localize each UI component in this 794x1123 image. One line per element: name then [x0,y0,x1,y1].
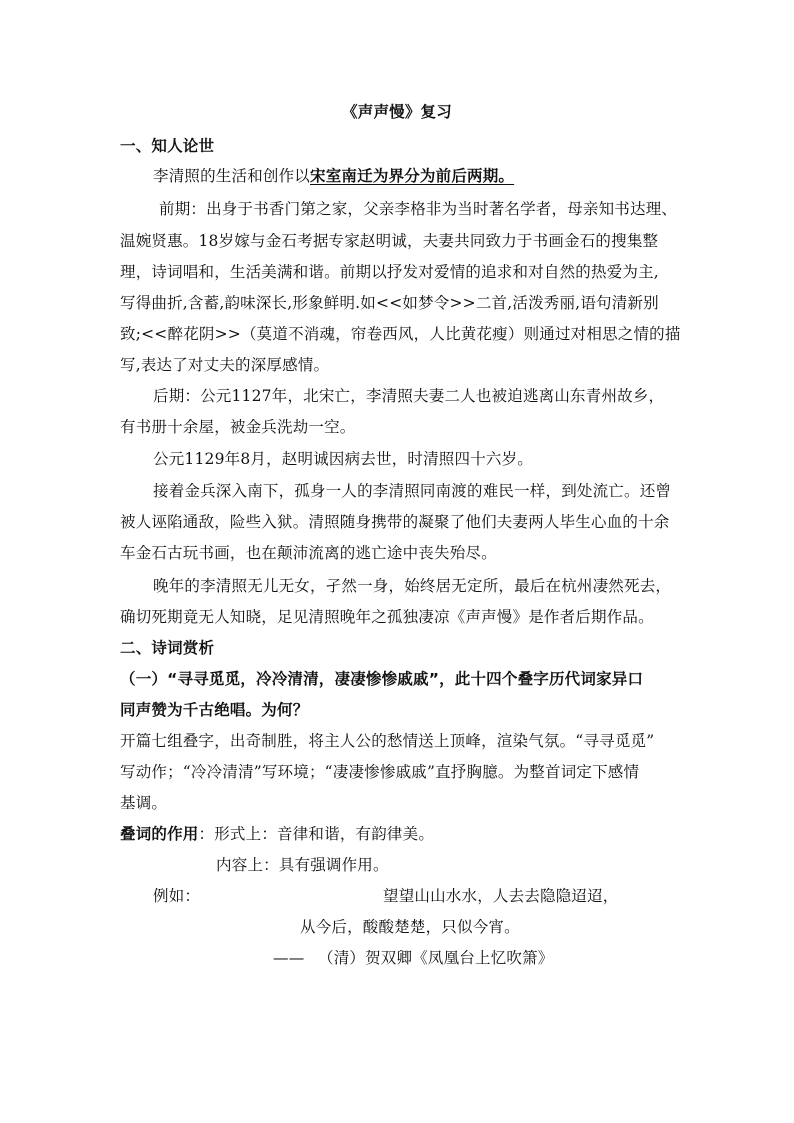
question-line-2: 同声赞为千古绝唱。为何？ [120,701,309,719]
intro-prefix: 李清照的生活和创作以 [153,167,311,185]
effect-form: ：形式上：音律和谐，有韵律美。 [198,825,435,843]
early-line-4: 写得曲折,含蓄,韵味深长,形象鲜明.如<<如梦令>>二首,活泼秀丽,语句清新别 [120,294,659,312]
jin-line-1: 接着金兵深入南下，孤身一人的李清照同南渡的难民一样，到处流亡。还曾 [153,482,672,500]
line-1129: 公元1129年8月，赵明诚因病去世，时清照四十六岁。 [153,450,534,468]
effect-form-line [120,824,434,844]
jin-line-2: 被人诬陷通敌，险些入狱。清照随身携带的凝聚了他们夫妻两人毕生心血的十余 [120,513,670,531]
early-line-1: 前期：出身于书香门第之家，父亲李格非为当时著名学者，母亲知书达理、 [159,200,678,218]
question-line-1: （一）“寻寻觅觅，冷冷清清，凄凄惨惨戚戚”，此十四个叠字历代词家异口 [120,670,644,688]
early-line-3: 理，诗词唱和，生活美满和谐。前期以抒发对爱情的追求和对自然的热爱为主, [120,263,659,281]
page-title: 《声声慢》复习 [342,103,452,121]
late-line-2: 有书册十余屋，被金兵洗劫一空。 [120,418,356,436]
example-line-2: 从今后，酸酸楚楚，只似今宵。 [300,918,520,936]
section1-heading: 一、知人论世 [120,137,215,155]
intro-emphasis: 宋室南迁为界分为前后两期。 [310,167,515,185]
early-line-5: 致;<<醉花阴>>（莫道不消魂，帘卷西风，人比黄花瘦）则通过对相思之情的描 [120,325,681,343]
early-line-6: 写,表达了对丈夫的深厚感情。 [120,356,330,374]
jin-line-3: 车金石古玩书画，也在颠沛流离的逃亡途中丧失殆尽。 [120,544,497,562]
effect-content-line: 内容上：具有强调作用。 [216,856,389,874]
example-source-dash: —— [273,949,305,967]
answer-line-1: 开篇七组叠字，出奇制胜，将主人公的愁情送上顶峰，渲染气氛。“寻寻觅觅” [120,732,655,750]
example-label: 例如： [153,887,201,905]
late-line-1: 后期：公元1127年，北宋亡，李清照夫妻二人也被迫逃离山东青州故乡， [153,387,665,405]
old-line-2: 确切死期竟无人知晓，足见清照晚年之孤独凄凉《声声慢》是作者后期作品。 [120,608,654,626]
answer-line-2: 写动作；“冷冷清清”写环境；“凄凄惨惨戚戚”直抒胸臆。为整首词定下感情 [120,763,640,781]
effect-label: 叠词的作用 [120,825,199,843]
example-source: （清）贺双卿《凤凰台上忆吹箫》 [318,949,554,967]
early-line-2: 温婉贤惠。18岁嫁与金石考据专家赵明诚，夫妻共同致力于书画金石的搜集整 [120,232,659,250]
old-line-1: 晚年的李清照无儿无女，孑然一身，始终居无定所，最后在杭州凄然死去， [153,577,672,595]
answer-line-3: 基调。 [120,794,168,812]
section2-heading: 二、诗词赏析 [120,639,215,657]
intro-paragraph [153,166,514,186]
example-line-1: 望望山山水水，人去去隐隐迢迢， [383,887,619,905]
